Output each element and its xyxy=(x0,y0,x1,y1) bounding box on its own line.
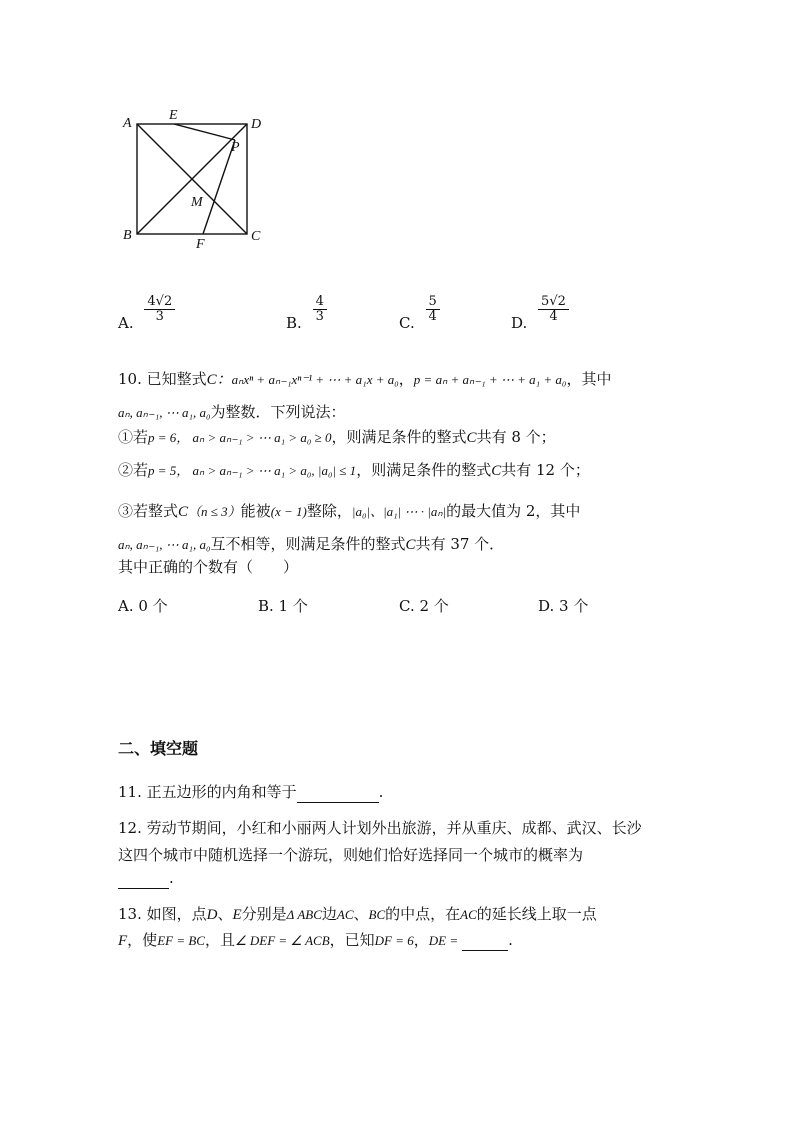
statement-prefix: ①若 xyxy=(118,428,149,446)
statement-tail: ，则满足条件的整式 xyxy=(356,461,492,479)
q9-option-b xyxy=(286,294,329,332)
intro-tail: ，其中 xyxy=(566,370,612,388)
var-c: C xyxy=(178,504,189,520)
side-ac: AC xyxy=(460,907,477,922)
q10-intro-line xyxy=(118,369,611,390)
separator: 、 xyxy=(353,905,369,923)
point-f: F xyxy=(118,933,128,949)
fraction xyxy=(426,295,440,324)
answer-blank xyxy=(297,782,379,803)
question-text: 分别是 xyxy=(241,905,287,923)
degree-condition: （n ≤ 3） xyxy=(188,504,241,519)
q10-option-a: A. 0 个 xyxy=(118,597,168,615)
question-text: 的延长线上取一点 xyxy=(476,905,597,923)
polynomial: aₙxⁿ + aₙ₋₁xⁿ⁻¹ + ⋯ + a₁x + a₀ xyxy=(231,372,399,387)
q10-statement-3-line-2 xyxy=(118,534,504,555)
q11-line xyxy=(118,782,383,803)
point-e: E xyxy=(232,907,242,923)
q13-line-1 xyxy=(118,904,597,925)
q10-statement-3 xyxy=(118,501,580,522)
option-label: D. xyxy=(511,313,528,332)
equation-ef-bc: EF = BC xyxy=(157,933,205,948)
question-text: 的中点，在 xyxy=(385,905,461,923)
numerator: 4 xyxy=(313,295,327,310)
label-m: M xyxy=(191,195,203,210)
segment-ep xyxy=(174,124,235,140)
q10-option-b: B. 1 个 xyxy=(258,597,308,615)
q10-option-c: C. 2 个 xyxy=(399,597,449,615)
side-bc: BC xyxy=(368,907,386,922)
numerator: 4√2 xyxy=(144,295,175,310)
numerator: 5√2 xyxy=(538,295,569,310)
numerator: 5 xyxy=(426,295,440,310)
expression-de: DE = xyxy=(428,933,459,948)
option-label: C. xyxy=(399,313,415,332)
var-c: C： xyxy=(206,372,232,388)
q12-line-3 xyxy=(118,868,174,889)
statement-tail: ，则满足条件的整式 xyxy=(331,428,467,446)
denominator: 3 xyxy=(315,309,324,324)
denominator: 4 xyxy=(428,309,437,324)
var-c: C xyxy=(491,463,502,479)
statement-end: 共有 12 个； xyxy=(501,461,590,479)
label-e: E xyxy=(169,108,178,123)
angle-equation: ∠ DEF = ∠ ACB xyxy=(234,933,330,948)
fraction xyxy=(313,295,327,324)
q12-line-1: 12. 劳动节期间，小红和小丽两人计划外出旅游，并从重庆、成都、武汉、长沙 xyxy=(118,819,642,837)
q10-statement-2 xyxy=(118,460,590,481)
q10-question: 其中正确的个数有（ ） xyxy=(118,558,299,576)
q12-line-2: 这四个城市中随机选择一个游玩，则她们恰好选择同一个城市的概率为 xyxy=(118,846,584,864)
statement-prefix: ②若 xyxy=(118,461,149,479)
statement-end: 共有 37 个． xyxy=(415,535,505,553)
statement-condition: p = 5， aₙ > aₙ₋₁ > ⋯ a₁ > a₀, |a₀| ≤ 1 xyxy=(148,463,357,478)
triangle-abc: Δ ABC xyxy=(286,907,322,922)
question-text: 11. 正五边形的内角和等于 xyxy=(118,783,297,801)
question-text: ，且 xyxy=(204,931,235,949)
q13-line-2 xyxy=(118,930,513,951)
q10-coeffs-line xyxy=(118,402,346,423)
denominator: 3 xyxy=(155,309,164,324)
var-c: C xyxy=(405,537,416,553)
statement-prefix: ③若整式 xyxy=(118,502,179,520)
divisor: (x − 1) xyxy=(270,504,307,519)
label-p: P xyxy=(231,140,240,155)
question-text: ，已知 xyxy=(329,931,375,949)
statement-end: 共有 8 个； xyxy=(476,428,556,446)
question-text: 边 xyxy=(321,905,337,923)
fraction xyxy=(538,295,569,324)
period: . xyxy=(378,783,384,801)
q9-option-d xyxy=(511,294,571,332)
coeffs-tail: 为整数．下列说法： xyxy=(210,403,346,421)
square-figure xyxy=(118,105,278,255)
separator: 、 xyxy=(217,905,233,923)
separator: ， xyxy=(413,931,429,949)
option-label: B. xyxy=(286,313,302,332)
point-d: D xyxy=(206,907,218,923)
answer-blank xyxy=(462,930,508,951)
period: . xyxy=(169,869,174,887)
answer-blank xyxy=(118,868,169,889)
coefficients: aₙ, aₙ₋₁, ⋯ a₁, a₀ xyxy=(118,537,211,552)
statement-mid: 能被 xyxy=(240,502,271,520)
absolute-values: |a₀|、|a₁| ⋯ · |aₙ| xyxy=(351,504,447,519)
q9-option-c xyxy=(399,294,442,332)
period: . xyxy=(508,931,513,949)
q10-statement-1 xyxy=(118,427,556,448)
statement-condition: p = 6， aₙ > aₙ₋₁ > ⋯ a₁ > a₀ ≥ 0 xyxy=(148,430,332,445)
coefficients: aₙ, aₙ₋₁, ⋯ a₁, a₀ xyxy=(118,405,211,420)
option-label: A. xyxy=(118,313,134,332)
label-d: D xyxy=(251,117,262,132)
statement-tail: 互不相等，则满足条件的整式 xyxy=(210,535,406,553)
question-text: 13. 如图，点 xyxy=(118,905,207,923)
separator: ， xyxy=(398,370,414,388)
statement-mid2: 整除， xyxy=(306,502,352,520)
label-f: F xyxy=(196,237,205,252)
label-b: B xyxy=(123,228,132,243)
var-c: C xyxy=(466,430,477,446)
statement-tail: 的最大值为 2，其中 xyxy=(446,502,581,520)
question-text: ，使 xyxy=(127,931,158,949)
section-title: 二、填空题 xyxy=(118,739,199,758)
q10-option-d: D. 3 个 xyxy=(538,597,589,615)
denominator: 4 xyxy=(549,309,558,324)
question-number: 10. 已知整式 xyxy=(118,370,207,388)
fraction xyxy=(144,295,175,324)
label-c: C xyxy=(251,229,261,244)
equation-df: DF = 6 xyxy=(374,933,414,948)
q9-option-a xyxy=(118,294,177,332)
p-expression: p = aₙ + aₙ₋₁ + ⋯ + a₁ + a₀ xyxy=(413,372,567,387)
label-a: A xyxy=(123,116,132,131)
side-ac: AC xyxy=(336,907,354,922)
